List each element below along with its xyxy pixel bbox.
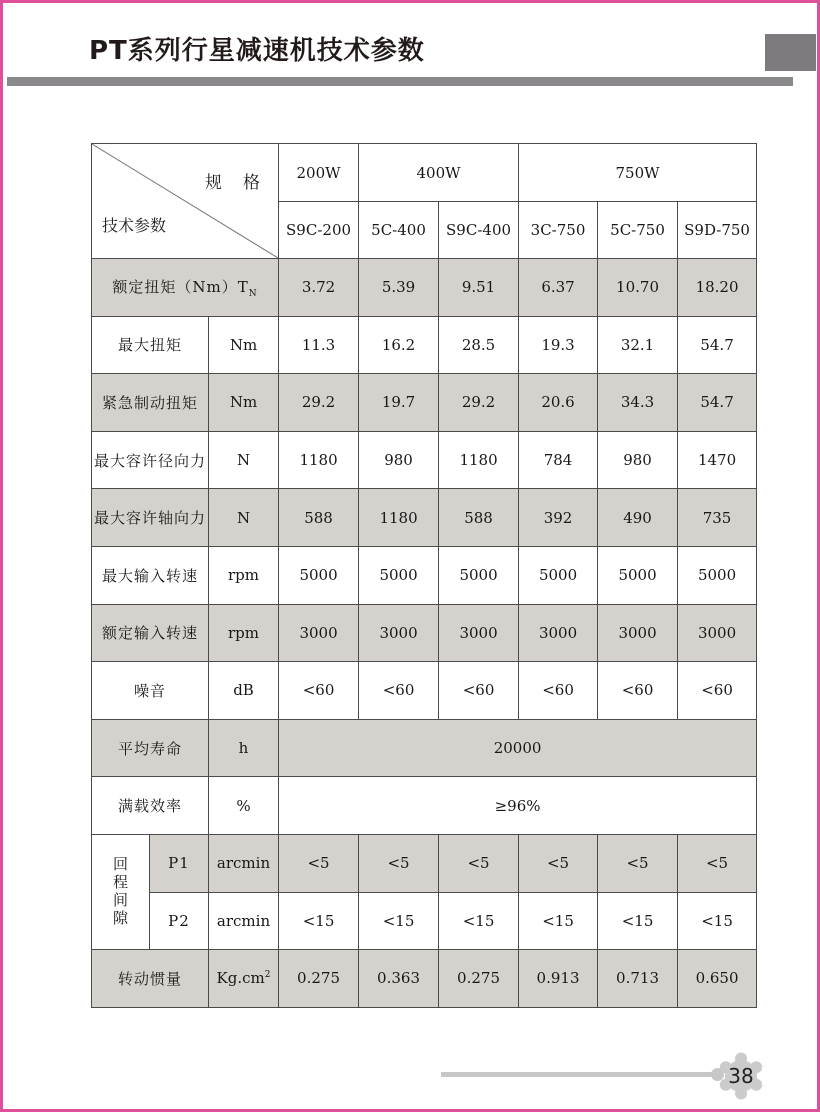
title-underline-bar (7, 77, 793, 86)
unit-text: Kg.cm (216, 969, 265, 988)
model-cell: S9D-750 (678, 202, 757, 259)
value-cell: 5000 (598, 546, 678, 604)
value-cell: 20.6 (519, 374, 598, 432)
value-cell: 11.3 (279, 316, 359, 374)
row-label: 最大容许轴向力 (92, 489, 209, 547)
page-number: 38 (728, 1064, 754, 1088)
value-cell: <15 (678, 892, 757, 950)
power-group-400w: 400W (359, 144, 519, 202)
value-cell: <60 (678, 662, 757, 720)
table-row (92, 431, 757, 489)
value-cell: 784 (519, 431, 598, 489)
value-cell: 54.7 (678, 374, 757, 432)
row-label: P1 (150, 834, 209, 892)
value-cell: 54.7 (678, 316, 757, 374)
table-row (92, 834, 757, 892)
table-row (92, 316, 757, 374)
table-row (92, 489, 757, 547)
value-cell: 3000 (439, 604, 519, 662)
row-label: 噪音 (92, 662, 209, 720)
value-cell: 3.72 (279, 259, 359, 317)
power-group-200w: 200W (279, 144, 359, 202)
value-cell: 980 (359, 431, 439, 489)
value-cell: <5 (598, 834, 678, 892)
value-cell: <5 (359, 834, 439, 892)
value-cell: <15 (279, 892, 359, 950)
unit-cell: N (209, 489, 279, 547)
table-row (92, 662, 757, 720)
value-cell: <5 (678, 834, 757, 892)
value-cell: 3000 (519, 604, 598, 662)
value-cell: 1180 (279, 431, 359, 489)
value-cell: 0.650 (678, 950, 757, 1008)
value-cell: 34.3 (598, 374, 678, 432)
table-row (92, 259, 757, 317)
value-cell: 18.20 (678, 259, 757, 317)
table-row (92, 892, 757, 950)
table-row (92, 374, 757, 432)
value-cell: 5.39 (359, 259, 439, 317)
value-cell: 5000 (678, 546, 757, 604)
row-label: 紧急制动扭矩 (92, 374, 209, 432)
corner-header-cell (92, 144, 279, 259)
value-cell: 3000 (359, 604, 439, 662)
unit-cell: % (209, 777, 279, 835)
value-cell: 5000 (359, 546, 439, 604)
unit-cell: Nm (209, 316, 279, 374)
merged-value-cell: ≥96% (279, 777, 757, 835)
unit-cell: arcmin (209, 834, 279, 892)
model-cell: 3C-750 (519, 202, 598, 259)
row-label: 满载效率 (92, 777, 209, 835)
value-cell: <60 (359, 662, 439, 720)
value-cell: 490 (598, 489, 678, 547)
model-cell: S9C-200 (279, 202, 359, 259)
value-cell: <5 (519, 834, 598, 892)
table-row (92, 777, 757, 835)
unit-cell: h (209, 719, 279, 777)
model-cell: S9C-400 (439, 202, 519, 259)
value-cell: 32.1 (598, 316, 678, 374)
value-cell: 735 (678, 489, 757, 547)
unit-cell: arcmin (209, 892, 279, 950)
value-cell: 19.7 (359, 374, 439, 432)
row-label-text: 额定扭矩（Nm）T (112, 277, 249, 296)
page-title: PT系列行星减速机技术参数 (89, 36, 425, 66)
header-row-power (92, 144, 757, 202)
model-cell: 5C-400 (359, 202, 439, 259)
value-cell: <15 (598, 892, 678, 950)
model-cell: 5C-750 (598, 202, 678, 259)
row-label-subscript: N (248, 288, 258, 299)
value-cell: 28.5 (439, 316, 519, 374)
row-label: 最大输入转速 (92, 546, 209, 604)
value-cell: 1180 (439, 431, 519, 489)
value-cell: <60 (439, 662, 519, 720)
table-row (92, 546, 757, 604)
footer-rule (441, 1072, 717, 1077)
value-cell: 3000 (279, 604, 359, 662)
value-cell: 0.713 (598, 950, 678, 1008)
value-cell: 5000 (519, 546, 598, 604)
row-label (92, 259, 279, 317)
value-cell: 6.37 (519, 259, 598, 317)
value-cell: 16.2 (359, 316, 439, 374)
value-cell: <60 (598, 662, 678, 720)
unit-cell: dB (209, 662, 279, 720)
value-cell: 10.70 (598, 259, 678, 317)
value-cell: <60 (279, 662, 359, 720)
value-cell: 29.2 (439, 374, 519, 432)
value-cell: 9.51 (439, 259, 519, 317)
value-cell: <15 (359, 892, 439, 950)
value-cell: 588 (279, 489, 359, 547)
row-label: 最大容许径向力 (92, 431, 209, 489)
value-cell: 3000 (678, 604, 757, 662)
unit-cell: rpm (209, 546, 279, 604)
power-group-750w: 750W (519, 144, 757, 202)
value-cell: <60 (519, 662, 598, 720)
value-cell: 5000 (279, 546, 359, 604)
value-cell: 392 (519, 489, 598, 547)
value-cell: 19.3 (519, 316, 598, 374)
value-cell: <15 (519, 892, 598, 950)
corner-label-spec: 规 格 (205, 173, 263, 193)
row-label: P2 (150, 892, 209, 950)
diagonal-line (92, 144, 278, 258)
value-cell: 3000 (598, 604, 678, 662)
table-row (92, 950, 757, 1008)
table-row (92, 604, 757, 662)
unit-cell (209, 950, 279, 1008)
value-cell: 980 (598, 431, 678, 489)
unit-cell: rpm (209, 604, 279, 662)
row-label: 额定输入转速 (92, 604, 209, 662)
header-corner-block (765, 34, 816, 71)
value-cell: 588 (439, 489, 519, 547)
row-label: 最大扭矩 (92, 316, 209, 374)
unit-cell: N (209, 431, 279, 489)
backlash-group-label: 回程间隙 (92, 834, 150, 949)
value-cell: <5 (439, 834, 519, 892)
value-cell: 1180 (359, 489, 439, 547)
table-row (92, 719, 757, 777)
spec-table (91, 143, 757, 1008)
unit-cell: Nm (209, 374, 279, 432)
value-cell: 0.275 (439, 950, 519, 1008)
corner-label-params: 技术参数 (102, 216, 167, 235)
row-label: 平均寿命 (92, 719, 209, 777)
value-cell: 0.913 (519, 950, 598, 1008)
merged-value-cell: 20000 (279, 719, 757, 777)
value-cell: 29.2 (279, 374, 359, 432)
value-cell: 1470 (678, 431, 757, 489)
value-cell: 0.275 (279, 950, 359, 1008)
value-cell: 0.363 (359, 950, 439, 1008)
value-cell: 5000 (439, 546, 519, 604)
row-label: 转动惯量 (92, 950, 209, 1008)
value-cell: <15 (439, 892, 519, 950)
unit-superscript: 2 (264, 970, 271, 981)
value-cell: <5 (279, 834, 359, 892)
